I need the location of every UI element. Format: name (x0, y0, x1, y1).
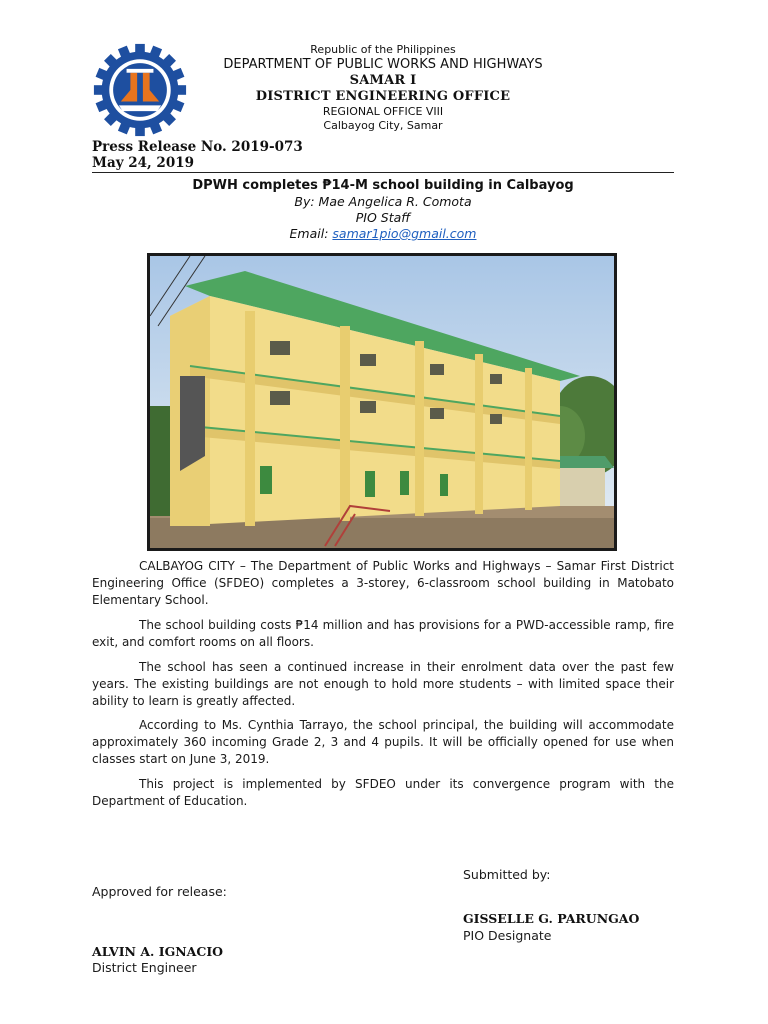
dpwh-gear-logo (92, 42, 188, 138)
school-building-photo (147, 253, 617, 551)
approved-for-release-label: Approved for release: (92, 884, 227, 899)
three-storey-school-building-photo (150, 256, 614, 548)
email-link[interactable]: samar1pio@gmail.com (332, 226, 477, 241)
article-author: By: Mae Angelica R. Comota (294, 194, 472, 209)
press-release-number: Press Release No. 2019-073 (92, 139, 303, 155)
body-paragraph-1: CALBAYOG CITY – The Department of Public Works and Highways – Samar First District Engineering Office (SFDEO) completes a 3-storey, 6-classroom school building in Matobato Elementary School. (92, 559, 674, 607)
republic-line: Republic of the Philippines (310, 43, 456, 56)
approver-name: ALVIN A. IGNACIO (92, 944, 224, 959)
submitter-name: GISSELLE G. PARUNGAO (463, 911, 640, 926)
region-line: REGIONAL OFFICE VIII (322, 105, 444, 118)
body-paragraph-4: According to Ms. Cynthia Tarrayo, the school principal, the building will accommodate approximately 360 incoming Grade 2, 3 and 4 pupils. It will be officially opened for use when classes start on June 3, 2019. (92, 718, 674, 766)
body-paragraph-3: The school has seen a continued increase in their enrolment data over the past few years. The existing buildings are not enough to hold more students – with limited space their ability to learn is greatly affected. (92, 660, 674, 708)
department-line: DEPARTMENT OF PUBLIC WORKS AND HIGHWAYS (223, 57, 543, 72)
district-line: SAMAR I (349, 73, 417, 88)
article-title: DPWH completes ₱14-M school building in Calbayog (192, 178, 574, 193)
press-release-date: May 24, 2019 (92, 155, 194, 171)
header-divider (92, 172, 674, 173)
city-line: Calbayog City, Samar (323, 119, 443, 132)
body-paragraph-5: This project is implemented by SFDEO under its convergence program with the Department of Education. (92, 777, 674, 808)
approver-title: District Engineer (92, 960, 197, 975)
submitter-title: PIO Designate (463, 928, 552, 943)
submitted-by-label: Submitted by: (463, 867, 551, 882)
body-paragraph-2: The school building costs ₱14 million and has provisions for a PWD-accessible ramp, fire exit, and comfort rooms on all floors. (92, 618, 674, 649)
author-role: PIO Staff (355, 210, 411, 225)
email-label: Email: (289, 226, 329, 241)
office-line: DISTRICT ENGINEERING OFFICE (255, 89, 511, 104)
email-line (92, 226, 674, 241)
